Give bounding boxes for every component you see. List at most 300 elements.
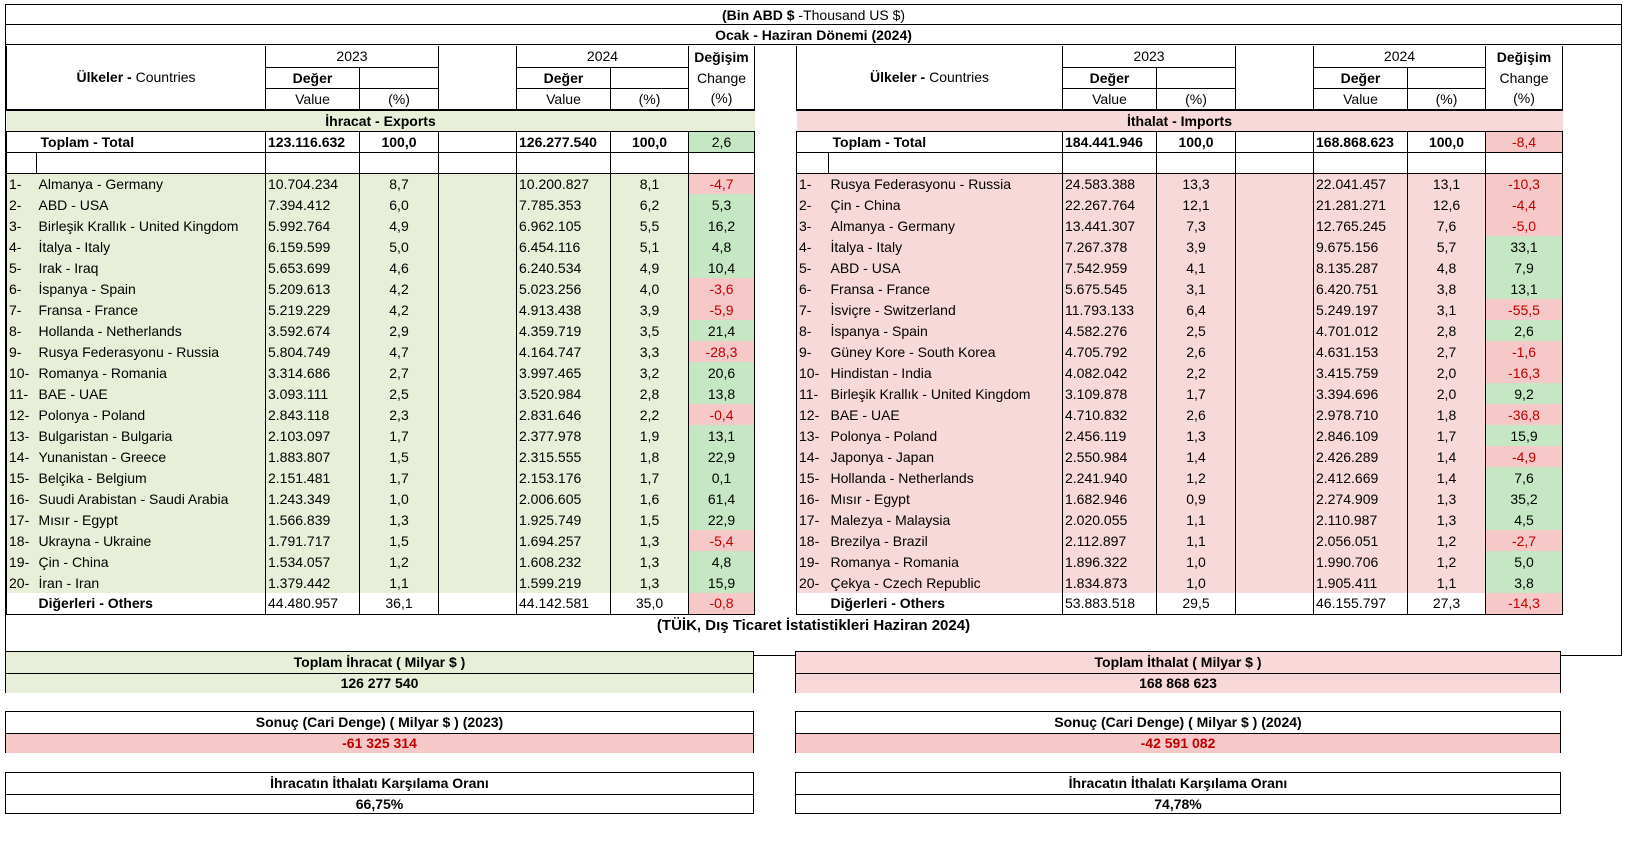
- value-2024: 9.675.156: [1314, 236, 1408, 257]
- rank: 9-: [797, 341, 829, 362]
- change-pct: -5,4: [689, 530, 755, 551]
- pct-2023: 6,0: [360, 194, 439, 215]
- change-pct: 15,9: [1486, 425, 1563, 446]
- country-row: [797, 173, 1563, 194]
- country-row: [7, 551, 755, 572]
- country-row: [797, 404, 1563, 425]
- country-row: [797, 194, 1563, 215]
- pct-2024: 4,0: [611, 278, 689, 299]
- country-row: [797, 278, 1563, 299]
- value-header-tr: Değer: [1314, 67, 1408, 88]
- value-2024: 2.056.051: [1314, 530, 1408, 551]
- pct-2023: 4,6: [360, 257, 439, 278]
- spacer-cell: [1236, 173, 1314, 194]
- change-pct-header: (%): [1486, 88, 1563, 110]
- change-pct: -2,7: [1486, 530, 1563, 551]
- value-2023: 5.992.764: [266, 215, 360, 236]
- value-2023: 11.793.133: [1063, 299, 1157, 320]
- rank: 18-: [7, 530, 37, 551]
- country-name: Hollanda - Netherlands: [829, 467, 1063, 488]
- country-row: [7, 278, 755, 299]
- value-2024: 2.426.289: [1314, 446, 1408, 467]
- pct-2023: 1,4: [1157, 446, 1236, 467]
- change-pct: -16,3: [1486, 362, 1563, 383]
- pct-2023: 1,5: [360, 530, 439, 551]
- spacer-cell: [1236, 67, 1314, 88]
- pct-2024: 1,3: [611, 551, 689, 572]
- country-name: Birleşik Krallık - United Kingdom: [829, 383, 1063, 404]
- value-2023: 2.112.897: [1063, 530, 1157, 551]
- change-pct: 3,8: [1486, 572, 1563, 593]
- total-pct-2024: 100,0: [611, 131, 689, 152]
- countries-header: Ülkeler - Countries: [797, 46, 1063, 110]
- spacer-cell: [1486, 152, 1563, 173]
- value-2024: 8.135.287: [1314, 257, 1408, 278]
- change-header: Değişim: [689, 46, 755, 67]
- change-pct: 22,9: [689, 446, 755, 467]
- change-pct: 10,4: [689, 257, 755, 278]
- spacer-cell: [439, 551, 517, 572]
- year-2023-header: 2023: [1063, 46, 1236, 67]
- value-2024: 7.785.353: [517, 194, 611, 215]
- change-pct: 13,8: [689, 383, 755, 404]
- value-2024: 4.701.012: [1314, 320, 1408, 341]
- value-2023: 3.314.686: [266, 362, 360, 383]
- rank: 10-: [7, 362, 37, 383]
- imports-table: [796, 46, 1563, 615]
- value-header-tr: Değer: [517, 67, 611, 88]
- change-pct: -5,0: [1486, 215, 1563, 236]
- change-pct: -55,5: [1486, 299, 1563, 320]
- value-2024: 12.765.245: [1314, 215, 1408, 236]
- value-2023: 1.896.322: [1063, 551, 1157, 572]
- country-row: [797, 509, 1563, 530]
- pct-2024: 6,2: [611, 194, 689, 215]
- pct-2023: 8,7: [360, 173, 439, 194]
- total-name: Toplam - Total: [829, 131, 1063, 152]
- pct-2024: 1,4: [1408, 467, 1486, 488]
- country-name: Ukrayna - Ukraine: [37, 530, 266, 551]
- spacer-cell: [439, 467, 517, 488]
- spacer-cell: [1236, 131, 1314, 152]
- country-name: Güney Kore - South Korea: [829, 341, 1063, 362]
- country-name: Belçika - Belgium: [37, 467, 266, 488]
- change-pct: 7,9: [1486, 257, 1563, 278]
- pct-2024: 8,1: [611, 173, 689, 194]
- coverage-right-box: [795, 772, 1561, 814]
- country-name: Bulgaristan - Bulgaria: [37, 425, 266, 446]
- change-pct: -3,6: [689, 278, 755, 299]
- pct-2024: 2,0: [1408, 362, 1486, 383]
- country-name: Hindistan - India: [829, 362, 1063, 383]
- countries-header: Ülkeler - Countries: [7, 46, 266, 110]
- value-2023: 22.267.764: [1063, 194, 1157, 215]
- change-pct-header: (%): [689, 88, 755, 110]
- spacer-cell: [439, 362, 517, 383]
- value-2024: 3.520.984: [517, 383, 611, 404]
- spacer-cell: [439, 341, 517, 362]
- value-header-tr: Değer: [1063, 67, 1157, 88]
- balance-2023-value: -61 325 314: [6, 734, 753, 753]
- spacer-cell: [1236, 362, 1314, 383]
- pct-2023: 5,0: [360, 236, 439, 257]
- value-2023: 1.243.349: [266, 488, 360, 509]
- pct-2023: 4,2: [360, 299, 439, 320]
- country-row: [7, 257, 755, 278]
- value-2023: 2.151.481: [266, 467, 360, 488]
- value-header-tr: Değer: [266, 67, 360, 88]
- value-2023: 2.103.097: [266, 425, 360, 446]
- country-name: Malezya - Malaysia: [829, 509, 1063, 530]
- spacer-cell: [439, 152, 517, 173]
- rank: 12-: [7, 404, 37, 425]
- pct-2024: 1,7: [1408, 425, 1486, 446]
- pct-2023: 2,6: [1157, 341, 1236, 362]
- value-2024: 2.006.605: [517, 488, 611, 509]
- change-header-en: Change: [689, 67, 755, 88]
- country-row: [797, 551, 1563, 572]
- value-header-en: Value: [517, 88, 611, 110]
- value-2024: 2.377.978: [517, 425, 611, 446]
- country-name: Romanya - Romania: [829, 551, 1063, 572]
- pct-2024: 3,2: [611, 362, 689, 383]
- country-row: [7, 446, 755, 467]
- country-name: ABD - USA: [829, 257, 1063, 278]
- pct-2023: 1,1: [1157, 530, 1236, 551]
- pct-2023: 1,0: [1157, 572, 1236, 593]
- change-pct: 15,9: [689, 572, 755, 593]
- pct-2024: 1,2: [1408, 530, 1486, 551]
- pct-2024: 1,4: [1408, 446, 1486, 467]
- spacer-cell: [439, 278, 517, 299]
- value-2023: 3.109.878: [1063, 383, 1157, 404]
- country-row: [797, 299, 1563, 320]
- pct-2024: 5,5: [611, 215, 689, 236]
- spacer-cell: [7, 152, 37, 173]
- country-name: Rusya Federasyonu - Russia: [829, 173, 1063, 194]
- others-value-2023: 53.883.518: [1063, 593, 1157, 614]
- value-2024: 2.846.109: [1314, 425, 1408, 446]
- value-2024: 22.041.457: [1314, 173, 1408, 194]
- country-name: ABD - USA: [37, 194, 266, 215]
- balance-2024-value: -42 591 082: [796, 734, 1560, 753]
- total-pct-2023: 100,0: [360, 131, 439, 152]
- value-2023: 1.883.807: [266, 446, 360, 467]
- total-imports-label: Toplam İthalat ( Milyar $ ): [796, 652, 1560, 674]
- spacer-cell: [1236, 236, 1314, 257]
- pct-2023: 1,7: [360, 467, 439, 488]
- spacer-cell: [797, 152, 829, 173]
- pct-2023: 1,2: [1157, 467, 1236, 488]
- pct-2024: 4,9: [611, 257, 689, 278]
- value-2023: 1.682.946: [1063, 488, 1157, 509]
- country-row: [797, 341, 1563, 362]
- spacer-cell: [439, 320, 517, 341]
- rank: 17-: [7, 509, 37, 530]
- rank: 18-: [797, 530, 829, 551]
- country-name: Rusya Federasyonu - Russia: [37, 341, 266, 362]
- value-2024: 6.454.116: [517, 236, 611, 257]
- country-name: İran - Iran: [37, 572, 266, 593]
- pct-2024: 5,1: [611, 236, 689, 257]
- spacer-cell: [439, 425, 517, 446]
- country-name: Çin - China: [37, 551, 266, 572]
- change-header-en: Change: [1486, 67, 1563, 88]
- country-name: Suudi Arabistan - Saudi Arabia: [37, 488, 266, 509]
- country-row: [797, 572, 1563, 593]
- country-name: Almanya - Germany: [829, 215, 1063, 236]
- value-2023: 2.843.118: [266, 404, 360, 425]
- change-pct: 4,8: [689, 551, 755, 572]
- spacer-cell: [439, 299, 517, 320]
- others-name: Diğerleri - Others: [829, 593, 1063, 614]
- pct-2024: 1,2: [1408, 551, 1486, 572]
- rank: 11-: [797, 383, 829, 404]
- others-pct-2023: 29,5: [1157, 593, 1236, 614]
- spacer-cell: [829, 152, 1063, 173]
- total-exports-box: [5, 651, 754, 693]
- spacer-cell: [1157, 152, 1236, 173]
- pct-2023: 13,3: [1157, 173, 1236, 194]
- spacer-cell: [1236, 88, 1314, 110]
- pct-2023: 1,2: [360, 551, 439, 572]
- section-title: İthalat - Imports: [797, 110, 1563, 132]
- change-pct: 13,1: [689, 425, 755, 446]
- country-name: Japonya - Japan: [829, 446, 1063, 467]
- spacer-cell: [1236, 299, 1314, 320]
- value-2023: 5.209.613: [266, 278, 360, 299]
- pct-2023: 12,1: [1157, 194, 1236, 215]
- section-title-row: [7, 110, 755, 132]
- rank: 2-: [797, 194, 829, 215]
- rank: 14-: [797, 446, 829, 467]
- country-row: [7, 215, 755, 236]
- value-2024: 1.905.411: [1314, 572, 1408, 593]
- change-pct: 2,6: [1486, 320, 1563, 341]
- spacer-cell: [439, 131, 517, 152]
- value-2024: 10.200.827: [517, 173, 611, 194]
- spacer-cell: [439, 530, 517, 551]
- country-name: BAE - UAE: [829, 404, 1063, 425]
- coverage-left-value: 66,75%: [355, 796, 404, 812]
- spacer-cell: [1236, 572, 1314, 593]
- country-row: [797, 530, 1563, 551]
- value-2024: 1.990.706: [1314, 551, 1408, 572]
- value-2024: 2.831.646: [517, 404, 611, 425]
- total-value-2023: 123.116.632: [266, 131, 360, 152]
- spacer-cell: [360, 152, 439, 173]
- value-2024: 3.394.696: [1314, 383, 1408, 404]
- value-2023: 1.534.057: [266, 551, 360, 572]
- value-2023: 3.592.674: [266, 320, 360, 341]
- pct-2023: 4,7: [360, 341, 439, 362]
- country-row: [797, 320, 1563, 341]
- value-2024: 1.608.232: [517, 551, 611, 572]
- change-pct: 20,6: [689, 362, 755, 383]
- value-header-en: Value: [1063, 88, 1157, 110]
- spacer-cell: [1157, 67, 1236, 88]
- country-row: [7, 488, 755, 509]
- pct-2024: 13,1: [1408, 173, 1486, 194]
- header-row-year: [797, 46, 1563, 67]
- pct-header: (%): [1157, 88, 1236, 110]
- pct-2023: 2,6: [1157, 404, 1236, 425]
- value-2023: 7.542.959: [1063, 257, 1157, 278]
- value-2024: 2.315.555: [517, 446, 611, 467]
- rank: 4-: [7, 236, 37, 257]
- change-pct: 22,9: [689, 509, 755, 530]
- rank: 8-: [797, 320, 829, 341]
- total-pct-2024: 100,0: [1408, 131, 1486, 152]
- total-exports-label: Toplam İhracat ( Milyar $ ): [6, 652, 753, 674]
- country-row: [7, 299, 755, 320]
- others-value-2024: 46.155.797: [1314, 593, 1408, 614]
- year-2023-header: 2023: [266, 46, 439, 67]
- value-2023: 1.566.839: [266, 509, 360, 530]
- rank: 8-: [7, 320, 37, 341]
- value-2024: 4.164.747: [517, 341, 611, 362]
- value-header-en: Value: [266, 88, 360, 110]
- change-pct: 0,1: [689, 467, 755, 488]
- rank: 1-: [797, 173, 829, 194]
- spacer-cell: [439, 88, 517, 110]
- pct-2024: 12,6: [1408, 194, 1486, 215]
- change-pct: -10,3: [1486, 173, 1563, 194]
- country-row: [7, 425, 755, 446]
- rank: 3-: [797, 215, 829, 236]
- country-name: Yunanistan - Greece: [37, 446, 266, 467]
- pct-2024: 1,1: [1408, 572, 1486, 593]
- rank: 4-: [797, 236, 829, 257]
- trade-report-sheet: [5, 4, 1622, 656]
- spacer-cell: [439, 488, 517, 509]
- country-row: [797, 425, 1563, 446]
- spacer-cell: [439, 383, 517, 404]
- blank-row: [797, 152, 1563, 173]
- value-2024: 5.249.197: [1314, 299, 1408, 320]
- year-2024-header: 2024: [1314, 46, 1486, 67]
- country-row: [7, 404, 755, 425]
- change-header: Değişim: [1486, 46, 1563, 67]
- others-pct-2024: 35,0: [611, 593, 689, 614]
- pct-2023: 6,4: [1157, 299, 1236, 320]
- unit-header: (Bin ABD $ -Thousand US $): [6, 5, 1621, 25]
- change-pct: 9,2: [1486, 383, 1563, 404]
- pct-2023: 1,3: [360, 509, 439, 530]
- pct-2024: 1,8: [1408, 404, 1486, 425]
- source-note: (TÜİK, Dış Ticaret İstatistikleri Haziran 2024): [656, 617, 971, 634]
- country-row: [7, 509, 755, 530]
- total-pct-2023: 100,0: [1157, 131, 1236, 152]
- spacer-cell: [1236, 278, 1314, 299]
- country-row: [7, 173, 755, 194]
- spacer-cell: [1236, 530, 1314, 551]
- spacer-cell: [1314, 152, 1408, 173]
- rank: 5-: [797, 257, 829, 278]
- value-2024: 2.412.669: [1314, 467, 1408, 488]
- spacer-cell: [611, 152, 689, 173]
- value-2023: 7.394.412: [266, 194, 360, 215]
- others-pct-2023: 36,1: [360, 593, 439, 614]
- pct-2024: 2,8: [1408, 320, 1486, 341]
- rank: 1-: [7, 173, 37, 194]
- balance-2023-box: [5, 711, 754, 753]
- value-2023: 24.583.388: [1063, 173, 1157, 194]
- country-row: [7, 572, 755, 593]
- country-row: [797, 467, 1563, 488]
- spacer-cell: [1408, 67, 1486, 88]
- change-pct: 16,2: [689, 215, 755, 236]
- rank: 6-: [797, 278, 829, 299]
- change-pct: -5,9: [689, 299, 755, 320]
- country-row: [797, 215, 1563, 236]
- others-change: -14,3: [1486, 593, 1563, 614]
- change-pct: -4,7: [689, 173, 755, 194]
- spacer-cell: [7, 131, 37, 152]
- value-2024: 2.274.909: [1314, 488, 1408, 509]
- value-2024: 2.110.987: [1314, 509, 1408, 530]
- pct-2023: 1,7: [360, 425, 439, 446]
- spacer-cell: [1236, 320, 1314, 341]
- header-row-year: [7, 46, 755, 67]
- country-row: [7, 194, 755, 215]
- pct-2024: 1,3: [611, 530, 689, 551]
- country-name: Birleşik Krallık - United Kingdom: [37, 215, 266, 236]
- value-2023: 3.093.111: [266, 383, 360, 404]
- change-pct: 5,3: [689, 194, 755, 215]
- spacer-cell: [1236, 551, 1314, 572]
- country-row: [797, 446, 1563, 467]
- pct-2024: 2,8: [611, 383, 689, 404]
- country-name: Polonya - Poland: [37, 404, 266, 425]
- spacer-cell: [439, 173, 517, 194]
- total-imports-value: 168 868 623: [796, 674, 1560, 693]
- value-2023: 4.705.792: [1063, 341, 1157, 362]
- value-2023: 6.159.599: [266, 236, 360, 257]
- rank: 15-: [797, 467, 829, 488]
- pct-2023: 1,5: [360, 446, 439, 467]
- pct-2023: 2,2: [1157, 362, 1236, 383]
- pct-2024: 2,7: [1408, 341, 1486, 362]
- pct-2023: 1,7: [1157, 383, 1236, 404]
- value-2023: 4.082.042: [1063, 362, 1157, 383]
- total-change: 2,6: [689, 131, 755, 152]
- spacer-cell: [1408, 152, 1486, 173]
- spacer-cell: [1236, 446, 1314, 467]
- country-row: [797, 236, 1563, 257]
- pct-2024: 2,2: [611, 404, 689, 425]
- spacer-cell: [439, 572, 517, 593]
- total-exports-value: 126 277 540: [6, 674, 753, 693]
- others-value-2023: 44.480.957: [266, 593, 360, 614]
- change-pct: 33,1: [1486, 236, 1563, 257]
- pct-2024: 3,1: [1408, 299, 1486, 320]
- balance-2024-box: [795, 711, 1561, 753]
- value-2024: 3.997.465: [517, 362, 611, 383]
- pct-2024: 3,5: [611, 320, 689, 341]
- pct-2023: 1,0: [360, 488, 439, 509]
- pct-2024: 1,7: [611, 467, 689, 488]
- value-2024: 1.925.749: [517, 509, 611, 530]
- value-2024: 2.978.710: [1314, 404, 1408, 425]
- spacer-cell: [1236, 383, 1314, 404]
- spacer-cell: [266, 152, 360, 173]
- pct-2023: 1,1: [1157, 509, 1236, 530]
- section-title: İhracat - Exports: [7, 110, 755, 132]
- pct-2023: 2,5: [1157, 320, 1236, 341]
- country-row: [797, 383, 1563, 404]
- country-row: [7, 320, 755, 341]
